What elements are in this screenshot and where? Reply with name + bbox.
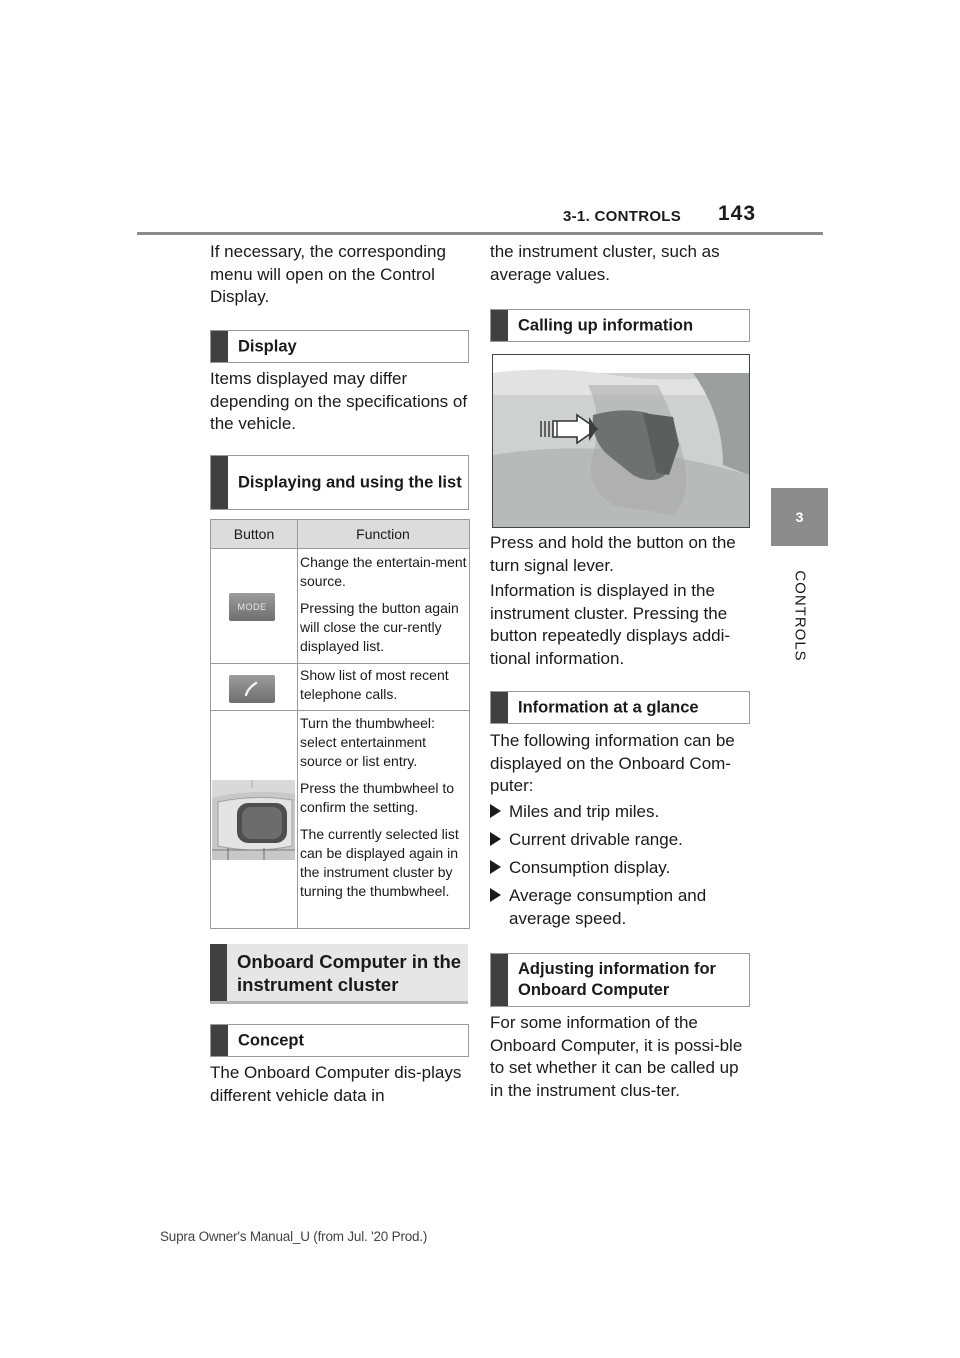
phone-button-icon — [229, 675, 275, 703]
display-heading: Display — [238, 337, 297, 355]
continued-paragraph: the instrument cluster, such as average values. — [490, 242, 720, 284]
table-header — [211, 520, 469, 549]
calling-heading: Calling up information — [518, 316, 694, 334]
table-row — [300, 666, 468, 712]
list-heading-box — [210, 455, 469, 510]
list-item: Current drivable range. — [490, 829, 752, 852]
row3-text-2: Press the thumbwheel to confirm the setting. — [300, 780, 455, 815]
glance-heading: Information at a glance — [518, 698, 699, 716]
calling-paragraph-1: Press and hold the button on the turn signal lever. — [490, 533, 736, 575]
table-row — [300, 553, 468, 664]
row3-text-1: Turn the thumbwheel: select entertainment source or list entry. — [300, 715, 435, 769]
onboard-heading: Onboard Computer in the instrument cluster — [237, 950, 462, 995]
table-header-button: Button — [233, 526, 275, 542]
row2-text-1: Show list of most recent telephone calls. — [300, 667, 449, 702]
glance-heading-box — [490, 691, 750, 724]
row1-text-2: Pressing the button again will close the cur-rently displayed list. — [300, 600, 459, 654]
bullet-arrow-icon — [490, 832, 501, 846]
table-header-function: Function — [356, 526, 410, 542]
thumbwheel-icon — [212, 780, 295, 860]
section-title: 3-1. CONTROLS — [563, 208, 682, 225]
mode-button-icon: MODE — [229, 593, 275, 621]
row1-text-1: Change the entertain-ment source. — [300, 554, 467, 589]
bullet-arrow-icon — [490, 804, 501, 818]
adjusting-heading-box — [490, 953, 750, 1007]
turn-signal-lever-photo — [492, 354, 750, 528]
concept-paragraph: The Onboard Computer dis-plays different vehicle data in — [210, 1063, 462, 1105]
table-row — [300, 714, 468, 909]
header-rule — [137, 232, 823, 235]
list-heading: Displaying and using the list — [238, 473, 462, 491]
display-heading-box — [210, 330, 469, 363]
onboard-heading-box — [210, 944, 468, 1004]
list-item: Consumption display. — [490, 857, 752, 880]
intro-paragraph: If necessary, the corresponding menu will open on the Control Display. — [210, 242, 446, 306]
bullet-arrow-icon — [490, 888, 501, 902]
glance-paragraph: The following information can be displayed on the Onboard Com-puter: — [490, 731, 735, 795]
chapter-label: CONTROLS — [791, 570, 809, 662]
button-function-table — [210, 519, 470, 929]
adjusting-heading: Adjusting information for Onboard Computer — [518, 960, 716, 999]
page-number: 143 — [718, 202, 757, 225]
footer-text: Supra Owner's Manual_U (from Jul. '20 Prod.) — [160, 1229, 428, 1244]
row3-text-3: The currently selected list can be displayed again in the instrument cluster by turning the thumbwheel. — [300, 826, 459, 899]
table-divider — [297, 520, 298, 928]
list-item: Average consumption and average speed. — [490, 885, 752, 930]
chapter-tab — [771, 488, 828, 546]
calling-heading-box — [490, 309, 750, 342]
bullet-arrow-icon — [490, 860, 501, 874]
list-item: Miles and trip miles. — [490, 801, 752, 824]
adjusting-paragraph: For some information of the Onboard Computer, it is possi-ble to set whether it can be called up in the instrument clus-ter. — [490, 1013, 743, 1100]
concept-heading: Concept — [238, 1031, 304, 1049]
info-bullet-list — [490, 801, 752, 930]
display-paragraph: Items displayed may differ depending on the specifications of the vehicle. — [210, 369, 468, 433]
calling-paragraph-2: Information is displayed in the instrument cluster. Pressing the button repeatedly displays addi-tional information. — [490, 581, 731, 668]
concept-heading-box — [210, 1024, 469, 1057]
chapter-number: 3 — [795, 509, 804, 525]
